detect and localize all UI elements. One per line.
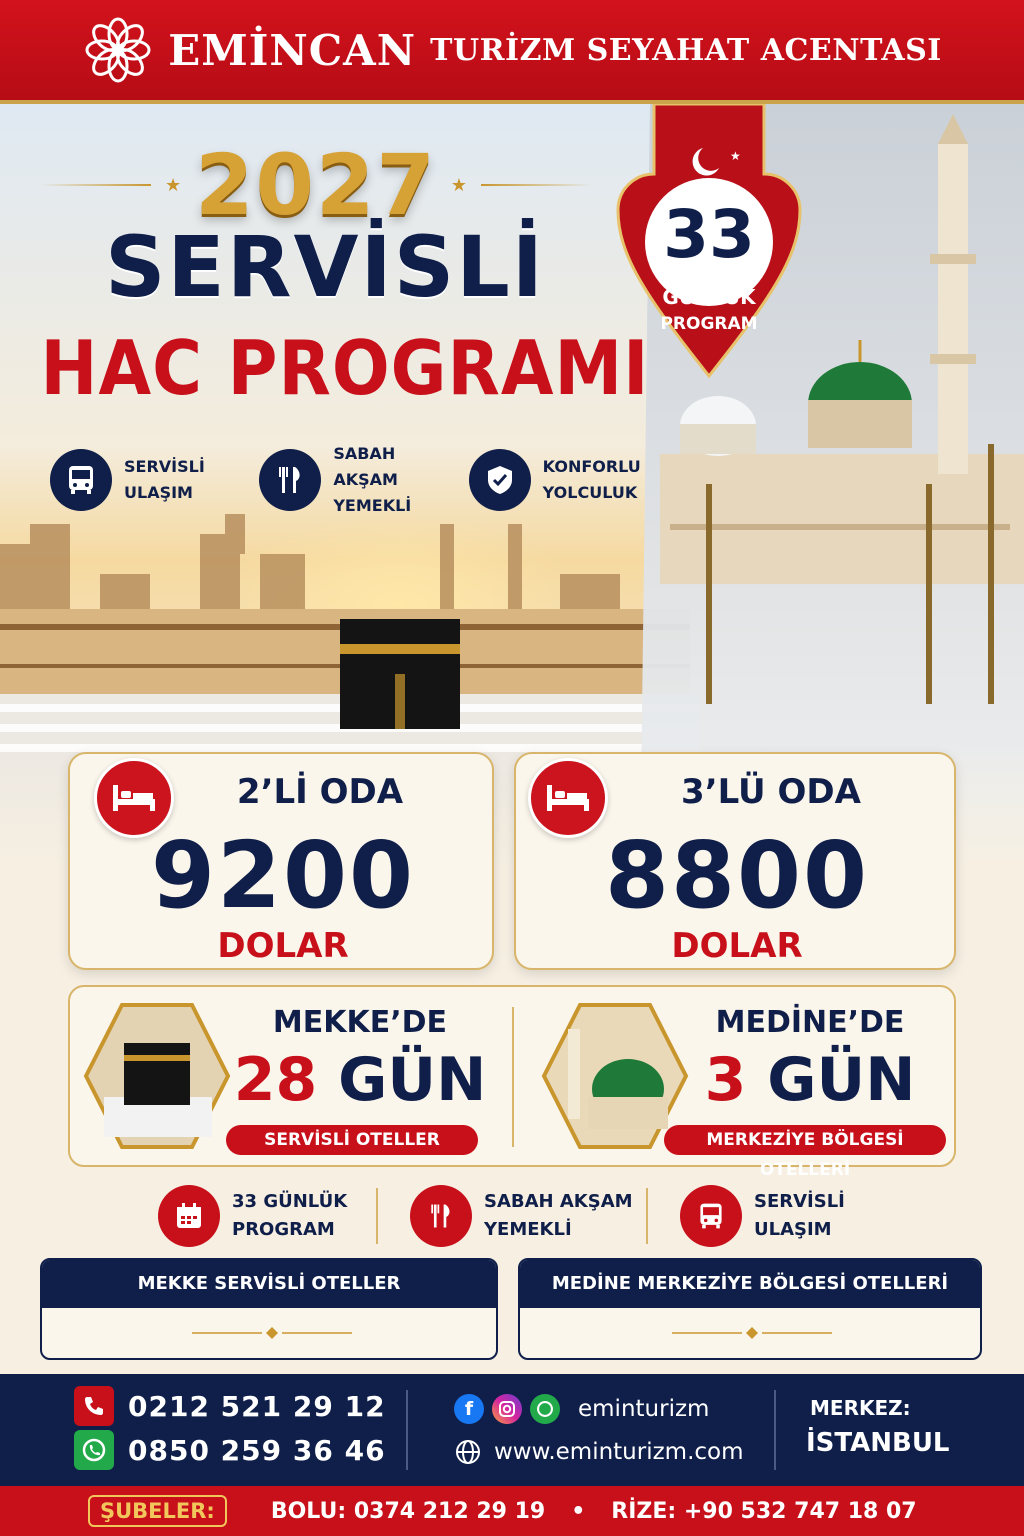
badge-label-program: PROGRAM: [660, 314, 758, 334]
room-type-label: 2’Lİ ODA: [236, 772, 404, 812]
header-bar: [0, 0, 1024, 104]
feature-transport: [50, 448, 241, 512]
divider: [646, 1188, 648, 1244]
ornament-logo-icon: [82, 14, 154, 86]
social-row: [454, 1394, 709, 1424]
price-card-double: [68, 752, 494, 970]
medina-days-number: 3: [704, 1045, 747, 1115]
social-handle[interactable]: eminturizm: [578, 1396, 710, 1422]
medina-hotel-note: MERKEZİYE BÖLGESİ OTELLERİ: [664, 1125, 946, 1155]
mecca-hotels-title: MEKKE SERVİSLİ OTELLER: [42, 1260, 496, 1308]
decor-line-left: [41, 184, 151, 186]
branch-separator: •: [571, 1498, 586, 1524]
feature-comfort: [469, 448, 660, 512]
price-value: 9200: [150, 822, 416, 929]
calendar-icon: [158, 1185, 220, 1247]
program-year: 2027: [195, 136, 437, 234]
info-program-label: 33 GÜNLÜK PROGRAM: [232, 1191, 348, 1240]
phone-icon: [74, 1386, 114, 1426]
feature-row: [50, 444, 660, 515]
brand-name: EMİNCAN: [168, 25, 417, 75]
price-value: 8800: [604, 822, 870, 929]
facebook-icon[interactable]: f: [454, 1394, 484, 1424]
hq-city: İSTANBUL: [806, 1428, 950, 1458]
phone-row-1: [74, 1386, 386, 1426]
divider: [774, 1390, 776, 1470]
info-meals: [410, 1186, 640, 1246]
star-icon: ★: [164, 174, 182, 196]
info-meals-label: SABAH AKŞAM YEMEKLİ: [484, 1191, 633, 1240]
mecca-hotels-box: [40, 1258, 498, 1360]
info-program: [158, 1186, 358, 1246]
shield-check-icon: [469, 449, 531, 511]
decor-line-right: [481, 184, 591, 186]
stay-duration-card: [68, 985, 956, 1180]
room-type-label: 3’LÜ ODA: [681, 772, 861, 812]
price-card-triple: [514, 752, 956, 970]
mecca-hotel-note: SERVİSLİ OTELLER: [226, 1125, 478, 1155]
medina-days-unit: GÜN: [767, 1045, 916, 1115]
brand-subtitle: TURİZM SEYAHAT ACENTASI: [430, 32, 942, 68]
phone-number-2[interactable]: 0850 259 36 46: [128, 1433, 386, 1467]
website-link[interactable]: www.eminturizm.com: [494, 1439, 744, 1465]
divider: [512, 1007, 514, 1147]
fork-knife-icon: [259, 449, 321, 511]
phone-row-2: [74, 1430, 386, 1470]
branches-bar: [0, 1486, 1024, 1536]
svg-text:★: ★: [730, 149, 741, 163]
info-transport-label: SERVİSLİ ULAŞIM: [754, 1191, 845, 1240]
mecca-days-number: 28: [233, 1045, 318, 1115]
divider: [376, 1188, 378, 1244]
feature-meals-label: SABAH AKŞAM YEMEKLİ: [333, 444, 412, 515]
kaaba-photo: [82, 1001, 232, 1151]
whatsapp-icon[interactable]: [530, 1394, 560, 1424]
feature-meals: [259, 444, 450, 515]
ornament-divider-icon: [192, 1326, 352, 1340]
bus-icon: [680, 1185, 742, 1247]
mecca-days: [230, 1045, 490, 1115]
hq-label: MERKEZ:: [810, 1396, 911, 1420]
medina-days: [680, 1045, 940, 1115]
year-line: [36, 136, 596, 234]
title-servisli: SERVİSLİ: [104, 218, 546, 316]
divider: [406, 1390, 408, 1470]
globe-icon: [454, 1438, 482, 1466]
price-currency: DOLAR: [217, 926, 349, 966]
contact-bar: [0, 1374, 1024, 1486]
info-transport: [680, 1186, 880, 1246]
whatsapp-icon: [74, 1430, 114, 1470]
star-icon: ★: [450, 174, 468, 196]
website-row: [454, 1438, 744, 1466]
branch-rize[interactable]: RİZE: +90 532 747 18 07: [611, 1498, 917, 1524]
branches-label: ŞUBELER:: [88, 1495, 227, 1527]
feature-transport-label: SERVİSLİ ULAŞIM: [124, 457, 205, 502]
bus-icon: [50, 449, 112, 511]
price-currency: DOLAR: [671, 926, 803, 966]
mecca-days-unit: GÜN: [338, 1045, 487, 1115]
medina-hotels-box: [518, 1258, 982, 1360]
fork-knife-icon: [410, 1185, 472, 1247]
instagram-icon[interactable]: [492, 1394, 522, 1424]
phone-number-1[interactable]: 0212 521 29 12: [128, 1389, 386, 1423]
feature-comfort-label: KONFORLU YOLCULUK: [542, 457, 641, 502]
medina-city-label: MEDİNE’DE: [715, 1005, 905, 1040]
badge-days-number: 33: [663, 196, 755, 273]
branch-bolu[interactable]: BOLU: 0374 212 29 19: [270, 1498, 546, 1524]
ornament-divider-icon: [672, 1326, 832, 1340]
mecca-city-label: MEKKE’DE: [272, 1005, 448, 1040]
medina-hotels-title: MEDİNE MERKEZİYE BÖLGESİ OTELLERİ: [520, 1260, 980, 1308]
badge-label-gunluk: GÜNLÜK: [662, 285, 756, 309]
title-hac-programi: HAC PROGRAMI: [40, 326, 650, 413]
